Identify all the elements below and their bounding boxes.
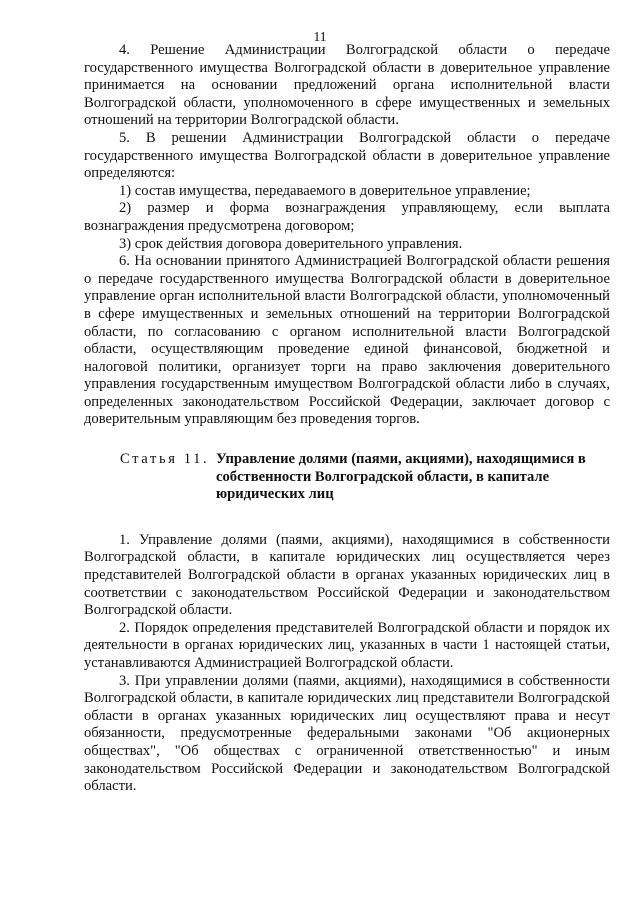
article-paragraph-2: 2. Порядок определения представителей Волгоградской области и порядок их деятельности в органах юридических лиц, указанных в части 1 настоящей статьи, устанавливаются Администрацией Волгоградской области. bbox=[84, 619, 610, 671]
paragraph-5: 5. В решении Администрации Волгоградской области о передаче государственного имущества Волгоградской области в доверительное управление определяются: bbox=[84, 129, 610, 182]
article-paragraph-1: 1. Управление долями (паями, акциями), находящимися в собственности Волгоградской области, в капитале юридических лиц осуществляется через представителей Волгоградской области в органах указанных юридических лиц в соответствии с законодательством Российской Федерации и законодательством Волгоградской области. bbox=[84, 531, 610, 619]
document-body bbox=[84, 42, 610, 796]
page-number: 11 bbox=[313, 29, 327, 44]
list-item-3: 3) срок действия договора доверительного управления. bbox=[119, 235, 463, 252]
article-label: Статья 11. bbox=[120, 451, 210, 468]
article-heading bbox=[84, 451, 610, 504]
paragraph-4: 4. Решение Администрации Волгоградской области о передаче государственного имущества Волгоградской области в доверительное управление принимается на основании предложений органа исполнительной власти Волгоградской области, уполномоченного в сфере имущественных и земельных отношений на территории Волгоградской области. bbox=[84, 42, 610, 129]
paragraph-6: 6. На основании принятого Администрацией Волгоградской области решения о передаче государственного имущества Волгоградской области в доверительное управление орган исполнительной власти Волгоградской области, уполномоченный в сфере имущественных и земельных отношений на территории Волгоградской области, по согласованию с органом исполнительной власти Волгоградской области, осуществляющим проведение единой финансовой, бюджетной и налоговой политики, организует торги на право заключения доверительного управления государственным имуществом Волгоградской области либо в случаях, определенных законодательством Российской Федерации, заключает договор с доверительным управляющим без проведения торгов. bbox=[84, 253, 610, 428]
list-item-2: 2) размер и форма вознаграждения управляющему, если выплата вознаграждения предусмотрена договором; bbox=[84, 200, 610, 234]
article-paragraph-3: 3. При управлении долями (паями, акциями), находящимися в собственности Волгоградской области, в капитале юридических лиц представители Волгоградской области в органах указанных юридических лиц осуществляют права и несут обязанности, предусмотренные федеральными законами "Об акционерных обществах", "Об обществах с ограниченной ответственностью" и иным законодательством Российской Федерации и законодательством Волгоградской области. bbox=[84, 672, 610, 795]
list-item-1: 1) состав имущества, передаваемого в доверительное управление; bbox=[119, 182, 531, 199]
article-title: Управление долями (паями, акциями), находящимися в собственности Волгоградской области, в капитале юридических лиц bbox=[216, 451, 586, 503]
